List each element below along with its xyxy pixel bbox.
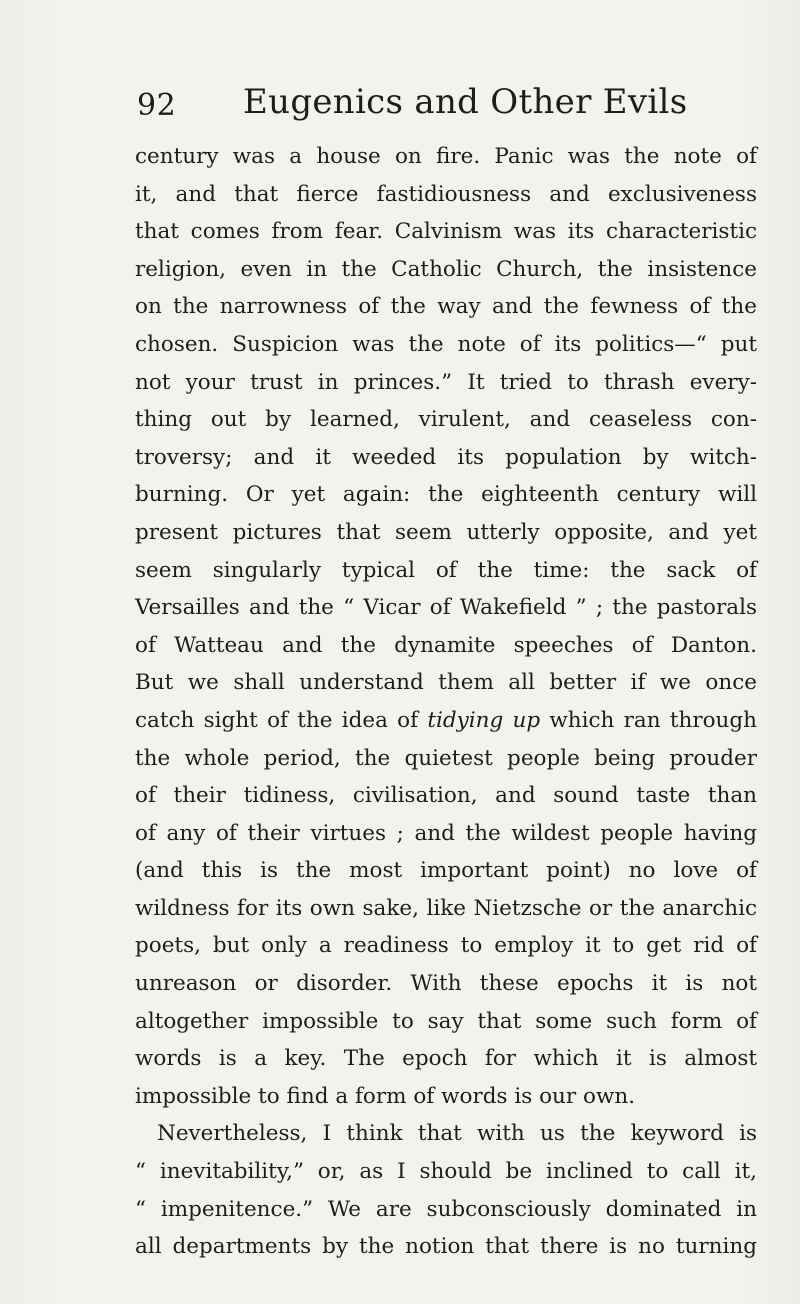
text-line: Nevertheless, I think that with us the keyword is [157,1121,757,1147]
text-line: the whole period, the quietest people being prouder [135,745,757,771]
text-line: words is a key. The epoch for which it is almost [135,1046,757,1072]
text-line: it, and that fierce fastidiousness and exclusiveness [135,181,757,207]
text-line: wildness for its own sake, like Nietzsche or the anarchic [135,895,757,921]
text-line: thing out by learned, virulent, and ceaseless con- [135,407,757,433]
text-line: burning. Or yet again: the eighteenth century will [135,482,757,508]
text-line: unreason or disorder. With these epochs it is not [135,971,757,997]
italic-phrase: tidying up [427,707,541,733]
book-title: Eugenics and Other Evils [243,82,688,122]
text-line: Versailles and the “ Vicar of Wakefield ” ; the pastorals [135,595,757,621]
running-head [137,82,688,132]
text-segment: catch sight of the idea of [135,707,428,733]
text-line: century was a house on fire. Panic was the note of [135,144,757,169]
text-line: of their tidiness, civilisation, and sound taste than [135,783,757,809]
text-line: poets, but only a readiness to employ it to get rid of [135,933,757,959]
text-line: impossible to find a form of words is our own. [135,1083,636,1109]
text-line: troversy; and it weeded its population by witch- [135,444,757,470]
text-line: present pictures that seem utterly opposite, and yet [135,519,757,545]
text-line: of Watteau and the dynamite speeches of Danton. [135,632,757,658]
text-line-with-italic [135,702,757,740]
text-line: “ impenitence.” We are subconsciously dominated in [135,1196,757,1222]
text-line: seem singularly typical of the time: the sack of [135,557,757,583]
text-line: on the narrowness of the way and the fewness of the [135,294,757,320]
text-line: “ inevitability,” or, as I should be inclined to call it, [135,1159,757,1185]
text-line: that comes from fear. Calvinism was its characteristic [135,219,757,245]
page-number: 92 [137,88,177,123]
text-line: altogether impossible to say that some such form of [135,1008,757,1034]
body-text [135,138,757,1266]
text-line: of any of their virtues ; and the wildest people having [135,820,757,846]
text-line: chosen. Suspicion was the note of its politics—“ put [135,331,757,357]
text-line: But we shall understand them all better if we once [135,670,757,696]
text-segment: which ran through [540,707,758,733]
text-line: not your trust in princes.” It tried to thrash every- [135,369,757,395]
text-line: all departments by the notion that there is no turning [135,1234,757,1260]
text-line: (and this is the most important point) no love of [135,858,757,884]
text-line: religion, even in the Catholic Church, the insistence [135,256,757,282]
